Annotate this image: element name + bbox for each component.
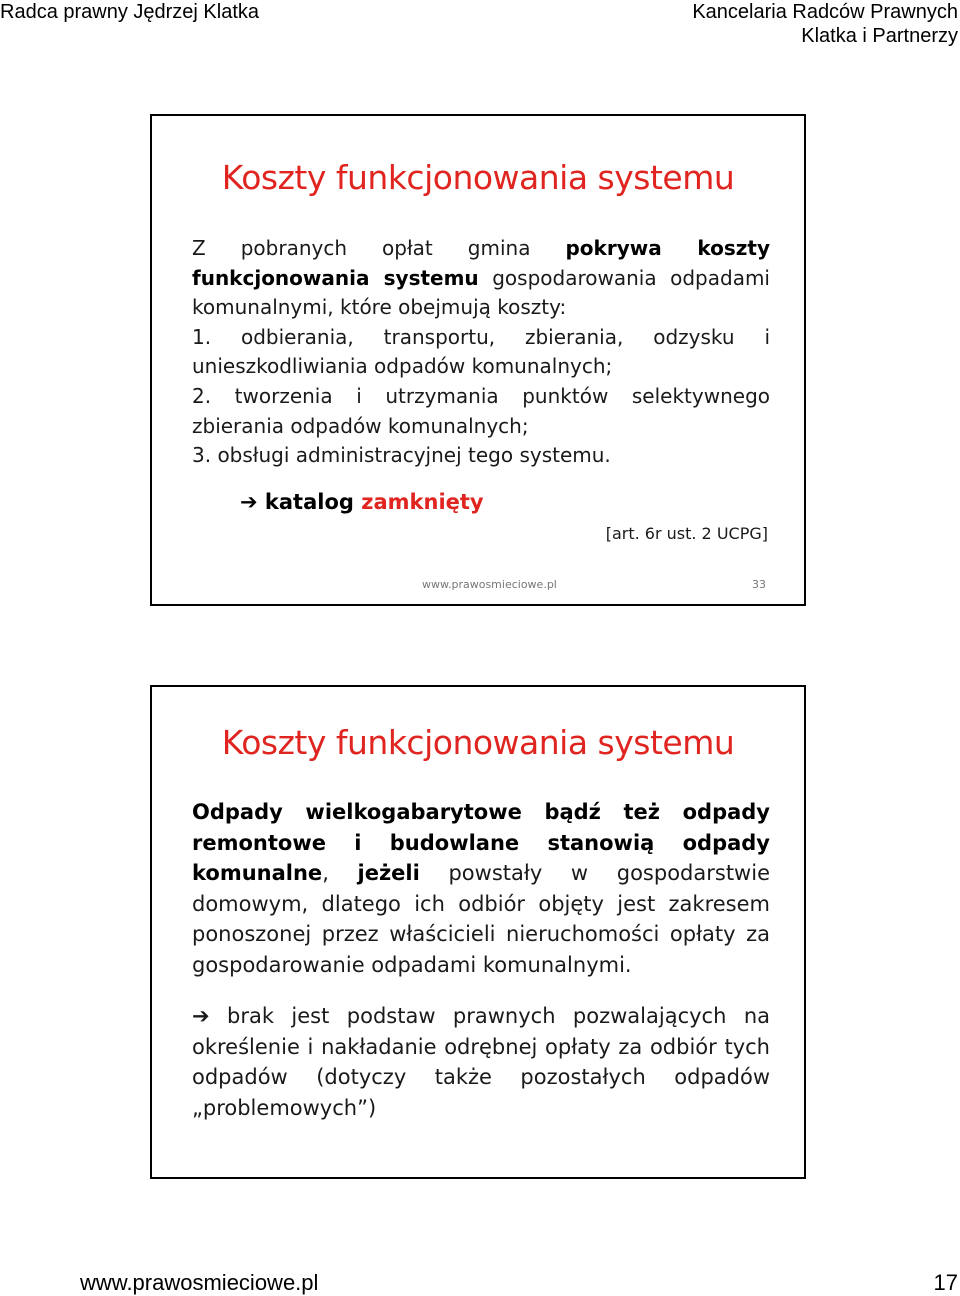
body-bold: funkcjonowania systemu bbox=[192, 265, 479, 290]
body-line: odpadów (dotyczy także pozostałych odpadów bbox=[192, 1065, 770, 1090]
page-footer-url: www.prawosmieciowe.pl bbox=[80, 1270, 319, 1295]
body-line bbox=[192, 234, 770, 264]
body-line: ponoszonej przez właścicieli nieruchomości opłaty za bbox=[192, 922, 770, 947]
slide-33 bbox=[150, 114, 806, 606]
body-line: określenie i nakładanie odrębnej opłaty za odbiór tych bbox=[192, 1034, 770, 1059]
body-bold: komunalne bbox=[192, 861, 323, 886]
zamkniety-word: zamknięty bbox=[361, 490, 484, 514]
body-bold: jeżeli bbox=[357, 861, 420, 886]
body-line: remontowe i budowlane stanowią odpady bbox=[192, 830, 770, 855]
slide-body-para1 bbox=[192, 797, 770, 981]
body-line: zbierania odpadów komunalnych; bbox=[192, 413, 529, 438]
body-text: powstały w gospodarstwie bbox=[419, 861, 770, 886]
body-text: gospodarowania odpadami bbox=[478, 265, 770, 290]
body-line: unieszkodliwiania odpadów komunalnych; bbox=[192, 354, 613, 379]
body-text: Z pobranych opłat gmina bbox=[192, 236, 566, 260]
list-item-3: 3. obsługi administracyjnej tego systemu. bbox=[192, 443, 611, 468]
slide-34 bbox=[150, 685, 806, 1179]
body-line: komunalnymi, które obejmują koszty: bbox=[192, 295, 567, 320]
body-line bbox=[192, 858, 770, 889]
list-item-2: 2. tworzenia i utrzymania punktów selektywnego bbox=[192, 383, 770, 408]
katalog-word: katalog bbox=[264, 490, 354, 514]
body-line: gospodarowanie odpadami komunalnymi. bbox=[192, 952, 632, 977]
slide-footer-url: www.prawosmieciowe.pl bbox=[422, 578, 557, 591]
slide-title: Koszty funkcjonowania systemu bbox=[221, 158, 735, 197]
body-line: Odpady wielkogabarytowe bądź też odpady bbox=[192, 800, 770, 824]
arrow-right-icon: ➔ bbox=[240, 490, 258, 514]
list-item-1: 1. odbierania, transportu, zbierania, odzysku i bbox=[192, 324, 770, 349]
body-line: „problemowych”) bbox=[192, 1095, 377, 1120]
header-firm bbox=[692, 0, 958, 48]
body-text: , bbox=[322, 861, 358, 886]
legal-reference: [art. 6r ust. 2 UCPG] bbox=[605, 524, 768, 543]
body-line bbox=[192, 264, 770, 294]
slide-body bbox=[192, 234, 770, 471]
slide-title: Koszty funkcjonowania systemu bbox=[221, 723, 735, 762]
slide-number: 33 bbox=[752, 578, 766, 591]
slide-body-para2 bbox=[192, 1001, 770, 1123]
page-number: 17 bbox=[933, 1270, 958, 1295]
katalog-note bbox=[240, 490, 484, 514]
header-author: Radca prawny Jędrzej Klatka bbox=[0, 1, 260, 23]
body-bold: pokrywa koszty bbox=[565, 236, 770, 260]
header-firm-line2: Klatka i Partnerzy bbox=[801, 25, 958, 47]
header-firm-line1: Kancelaria Radców Prawnych bbox=[692, 1, 958, 23]
body-line: ➔ brak jest podstaw prawnych pozwalających na bbox=[192, 1004, 770, 1028]
body-line: domowym, dlatego ich odbiór objęty jest zakresem bbox=[192, 891, 770, 916]
